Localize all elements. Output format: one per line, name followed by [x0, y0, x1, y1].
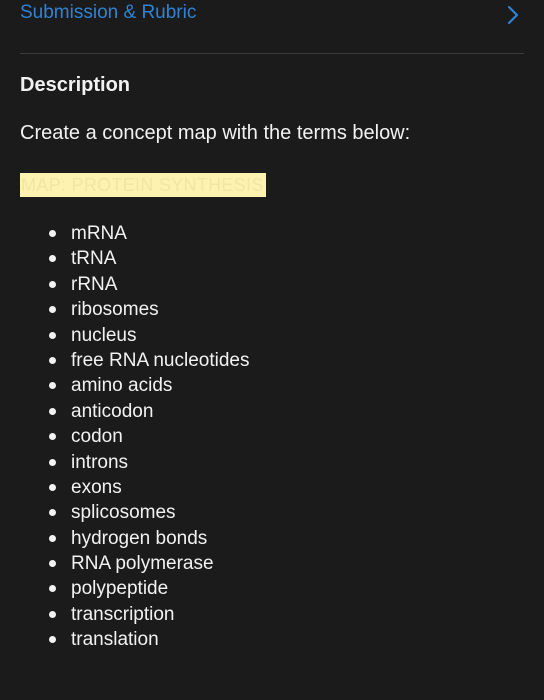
chevron-right-icon[interactable]: [502, 4, 524, 26]
term-label: translation: [71, 629, 159, 651]
bullet-icon: [49, 408, 56, 415]
term-label: tRNA: [71, 248, 117, 270]
bullet-icon: [49, 306, 56, 313]
bullet-icon: [49, 509, 56, 516]
section-divider: [20, 53, 524, 54]
term-label: anticodon: [71, 400, 154, 422]
bullet-icon: [49, 484, 56, 491]
term-label: RNA polymerase: [71, 553, 214, 575]
term-label: exons: [71, 476, 122, 498]
bullet-icon: [49, 560, 56, 567]
bullet-icon: [49, 281, 56, 288]
bullet-icon: [49, 433, 56, 440]
term-label: codon: [71, 426, 123, 448]
term-label: ribosomes: [71, 299, 159, 321]
term-label: amino acids: [71, 375, 173, 397]
bullet-icon: [49, 382, 56, 389]
bullet-icon: [49, 332, 56, 339]
bullet-icon: [49, 535, 56, 542]
term-label: mRNA: [71, 223, 127, 244]
term-label: rRNA: [71, 273, 118, 295]
bullet-icon: [49, 255, 56, 262]
term-label: polypeptide: [71, 578, 169, 600]
description-heading: Description: [20, 74, 131, 96]
bullet-icon: [49, 636, 56, 643]
bullet-icon: [49, 585, 56, 592]
bullet-icon: [49, 611, 56, 618]
term-label: free RNA nucleotides: [71, 349, 250, 371]
term-label: introns: [71, 451, 129, 473]
submission-rubric-link[interactable]: Submission & Rubric: [20, 2, 197, 23]
map-title-highlight: MAP: PROTEIN SYNTHESIS: [21, 175, 264, 195]
term-label: nucleus: [71, 324, 137, 346]
description-intro-text: Create a concept map with the terms below:: [20, 122, 411, 144]
term-label: hydrogen bonds: [71, 527, 208, 549]
bullet-icon: [49, 230, 56, 237]
bullet-icon: [49, 357, 56, 364]
bullet-icon: [49, 459, 56, 466]
term-label: splicosomes: [71, 502, 176, 524]
submission-rubric-header[interactable]: [0, 0, 544, 30]
term-label: transcription: [71, 603, 175, 625]
